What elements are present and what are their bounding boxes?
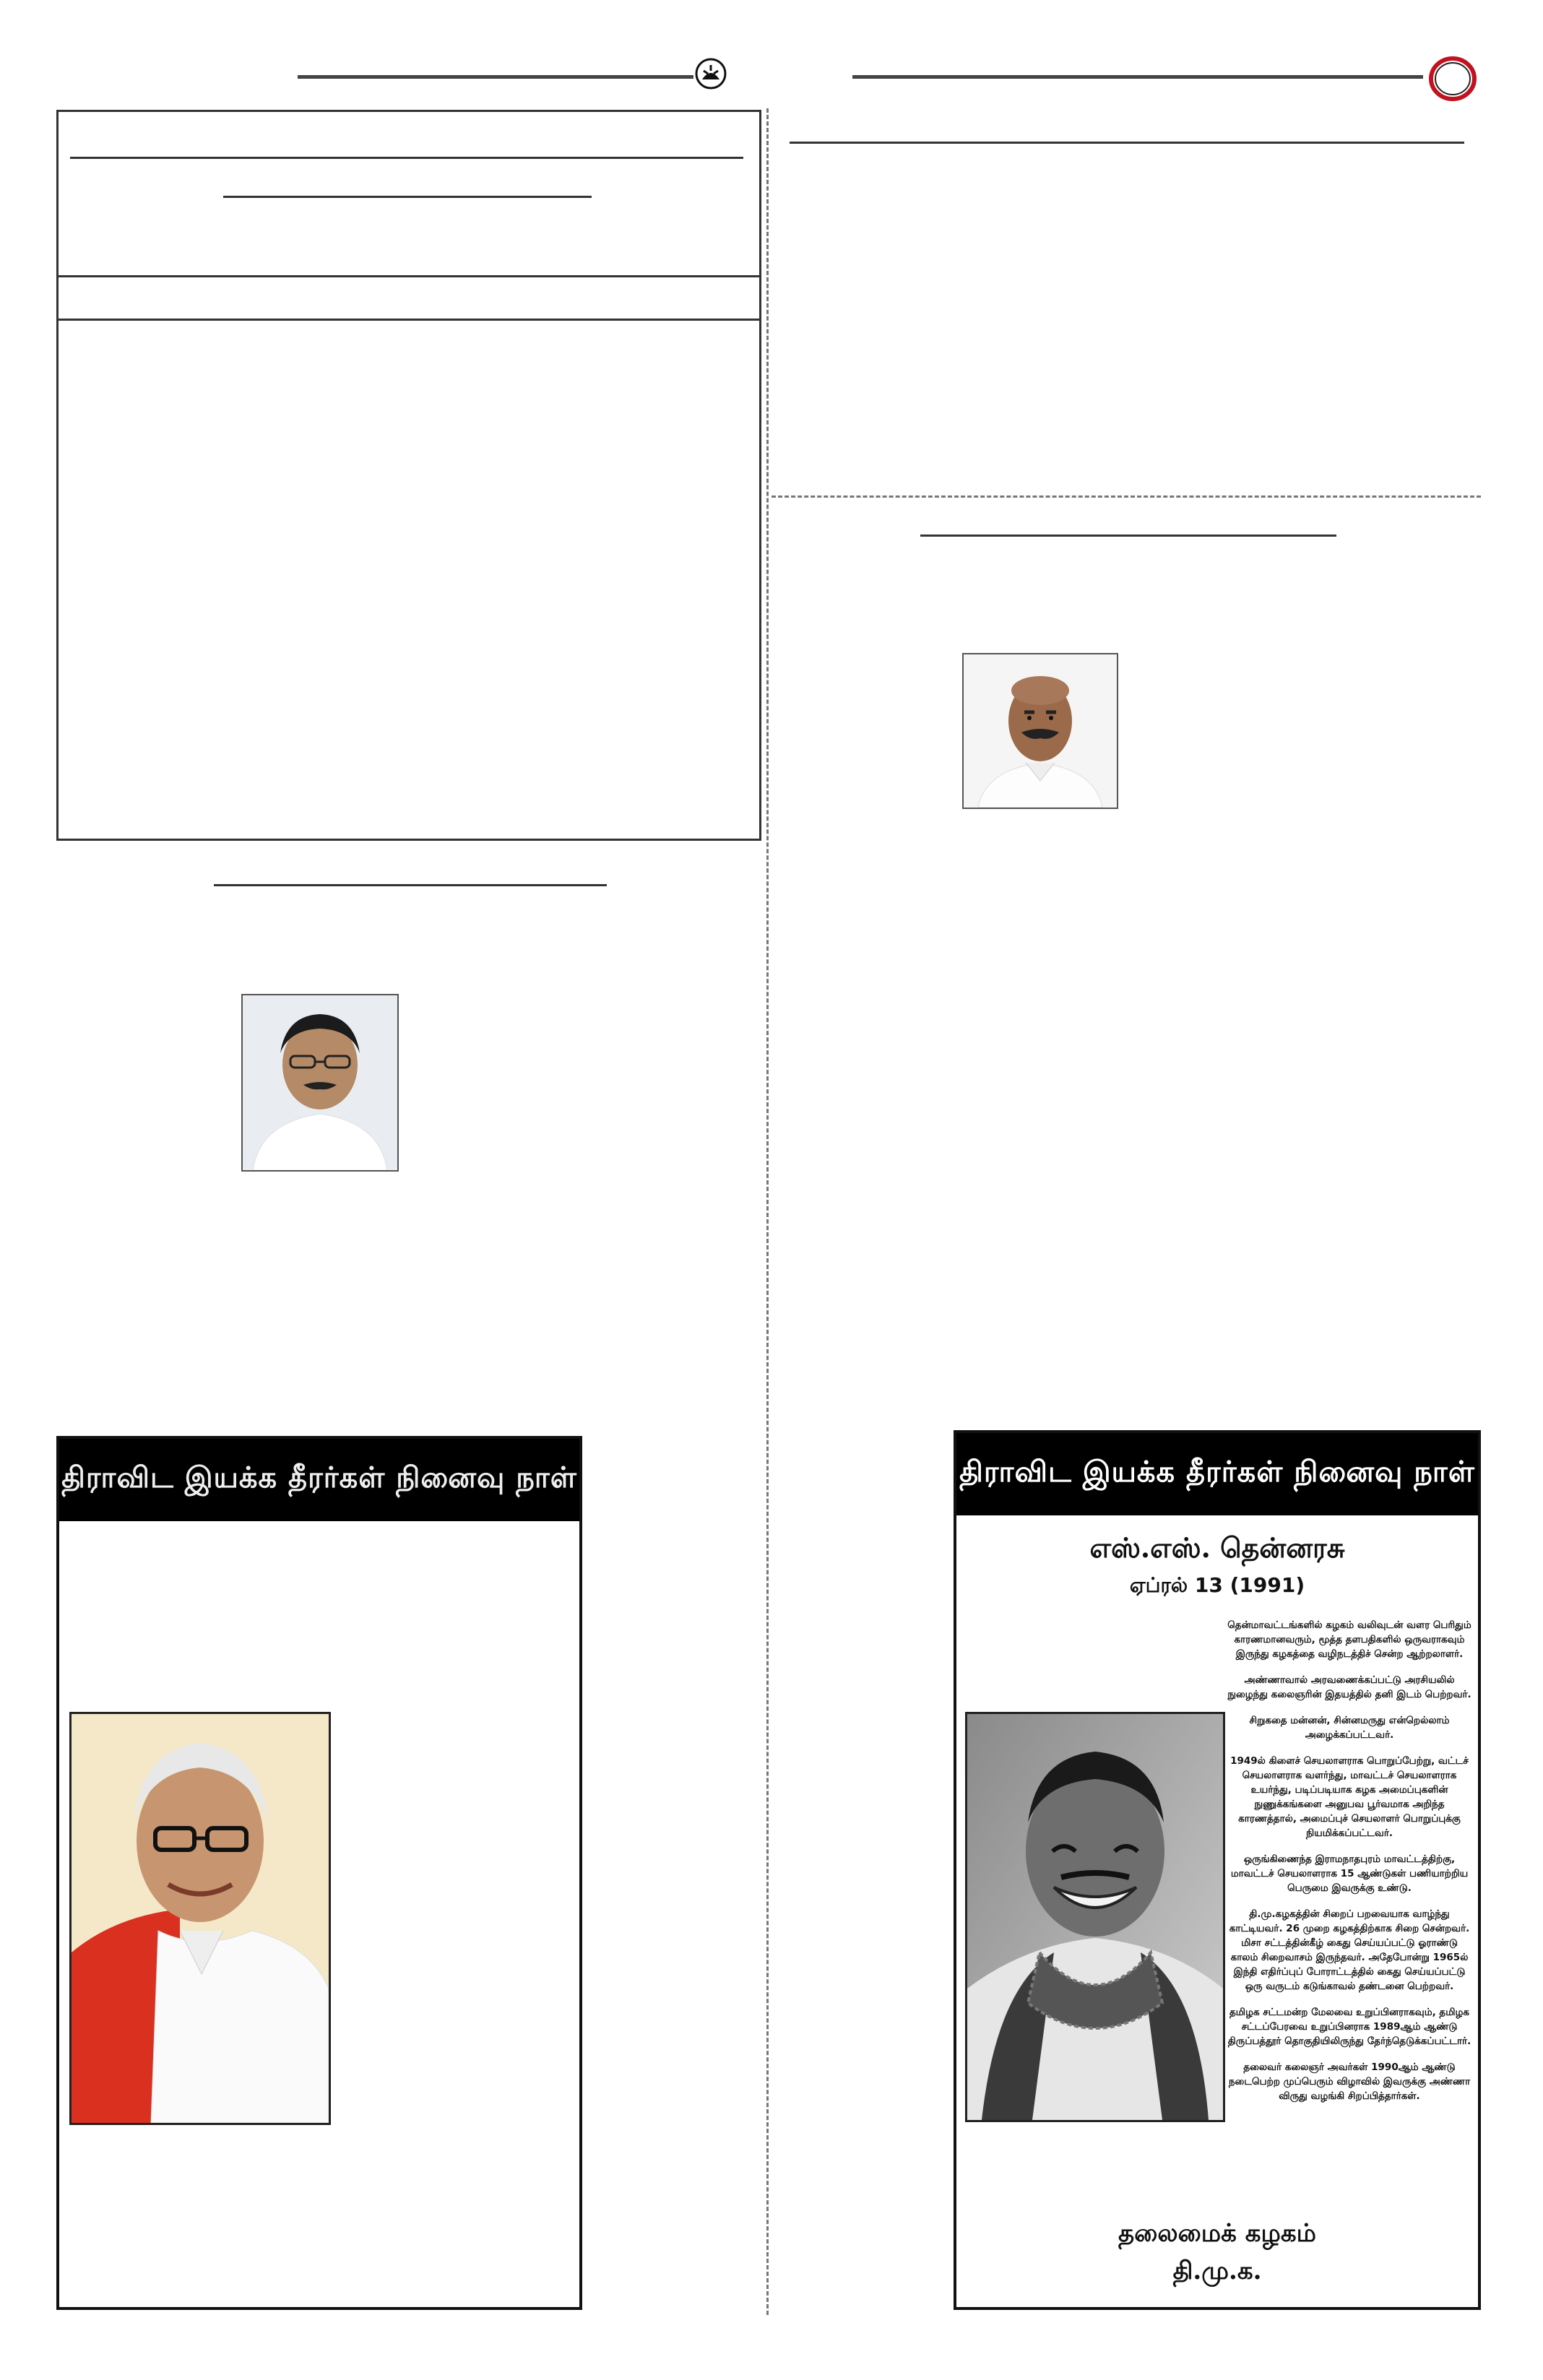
bio-paragraph: தி.மு.கழகத்தின் சிறைப் பறவையாக வாழ்ந்து காட்டியவர். 26 முறை கழகத்திற்காக சிறை சென்றவர். மிசா சட்டத்தின்கீழ் கைது செய்யப்பட்டு ஓராண்டு காலம் சிறைவாசம் இருந்தவர். அதேபோன்று 1965ல் இந்தி எதிர்ப்புப் போராட்டத்தில் கைது செய்யப்பட்டு ஒரு வருடம் கடுங்காவல் தண்டனை பெற்றவர். — [1229, 1908, 1470, 1992]
red-ring-emblem-icon — [1427, 55, 1478, 103]
bio-paragraph: தென்மாவட்டங்களில் கழகம் வலிவுடன் வளர பெரிதும் காரணமானவரும், மூத்த தளபதிகளில் ஒருவராகவும் இருந்து கழகத்தை வழிநடத்திச் சென்ற ஆற்றலாளர். — [1227, 1619, 1471, 1660]
rising-sun-emblem-icon — [693, 56, 728, 91]
headline-rule — [70, 157, 743, 159]
memorial-photo-right — [965, 1712, 1225, 2122]
bio-paragraph: தலைவர் கலைஞர் அவர்கள் 1990ஆம் ஆண்டு நடைபெற்ற முப்பெரும் விழாவில் இவருக்கு அண்ணா விருது வழங்கி சிறப்பித்தார்கள். — [1228, 2061, 1471, 2102]
header-rule-left — [298, 75, 693, 79]
memorial-date: ஏப்ரல் 13 (1991) — [1129, 1573, 1305, 1597]
memorial-footer-line1: தலைமைக் கழகம் — [1118, 2219, 1316, 2248]
memorial-notice-right — [954, 1430, 1481, 2310]
box-separator-2 — [59, 319, 759, 321]
memorial-footer-line2: தி.மு.க. — [1172, 2256, 1262, 2285]
subheadline-rule — [223, 196, 592, 198]
right-section-heading-rule — [920, 535, 1336, 537]
memorial-banner-right — [956, 1433, 1478, 1515]
right-headline-rule — [790, 142, 1464, 144]
memorial-photo-left — [69, 1712, 331, 2125]
bio-paragraph: தமிழக சட்டமன்ற மேலவை உறுப்பினராகவும், தமிழக சட்டப்பேரவை உறுப்பினராக 1989ஆம் ஆண்டு திருப்பத்தூர் தொகுதியிலிருந்து தேர்ந்தெடுக்கப்பட்டார். — [1227, 2007, 1471, 2047]
memorial-banner-title-left: திராவிட இயக்க தீரர்கள் நினைவு நாள் — [61, 1461, 577, 1494]
memorial-banner-left — [59, 1439, 579, 1521]
bio-paragraph: ஒருங்கிணைந்த இராமநாதபுரம் மாவட்டத்திற்கு, மாவட்டச் செயலாளராக 15 ஆண்டுகள் பணியாற்றிய பெருமை இவருக்கு உண்டு. — [1230, 1853, 1469, 1894]
box-separator-1 — [59, 275, 759, 277]
memorial-notice-left — [56, 1436, 582, 2310]
left-article-box — [56, 110, 761, 841]
header-rule-right — [852, 75, 1423, 79]
bio-paragraph: சிறுகதை மன்னன், சின்னமருது என்றெல்லாம் அழைக்கப்பட்டவர். — [1249, 1715, 1450, 1741]
bio-paragraph: அண்ணாவால் அரவணைக்கப்பட்டு அரசியலில் நுழைந்து கலைஞரின் இதயத்தில் தனி இடம் பெற்றவர். — [1227, 1674, 1471, 1700]
memorial-name: எஸ்.எஸ். தென்னரசு — [1089, 1531, 1345, 1564]
section-divider-right — [772, 496, 1481, 498]
memorial-banner-title-right: திராவிட இயக்க தீரர்கள் நினைவு நாள் — [959, 1455, 1475, 1489]
bio-paragraph: 1949ல் கிளைச் செயலாளராக பொறுப்பேற்று, வட்டச் செயலாளராக வளர்ந்து, மாவட்டச் செயலாளராக உயர்ந்து, படிப்படியாக கழக அமைப்புகளின் நுணுக்கங்களை அனுபவ பூர்வமாக அறிந்த காரணத்தால், அமைப்புச் செயலாளர் பொறுப்புக்கு நியமிக்கப்பட்டவர். — [1230, 1755, 1469, 1839]
portrait-left-column — [241, 994, 399, 1172]
column-divider — [766, 108, 769, 2315]
left-section-heading-rule — [214, 884, 607, 886]
memorial-biography — [1227, 1618, 1472, 2115]
portrait-right-column — [962, 653, 1118, 809]
